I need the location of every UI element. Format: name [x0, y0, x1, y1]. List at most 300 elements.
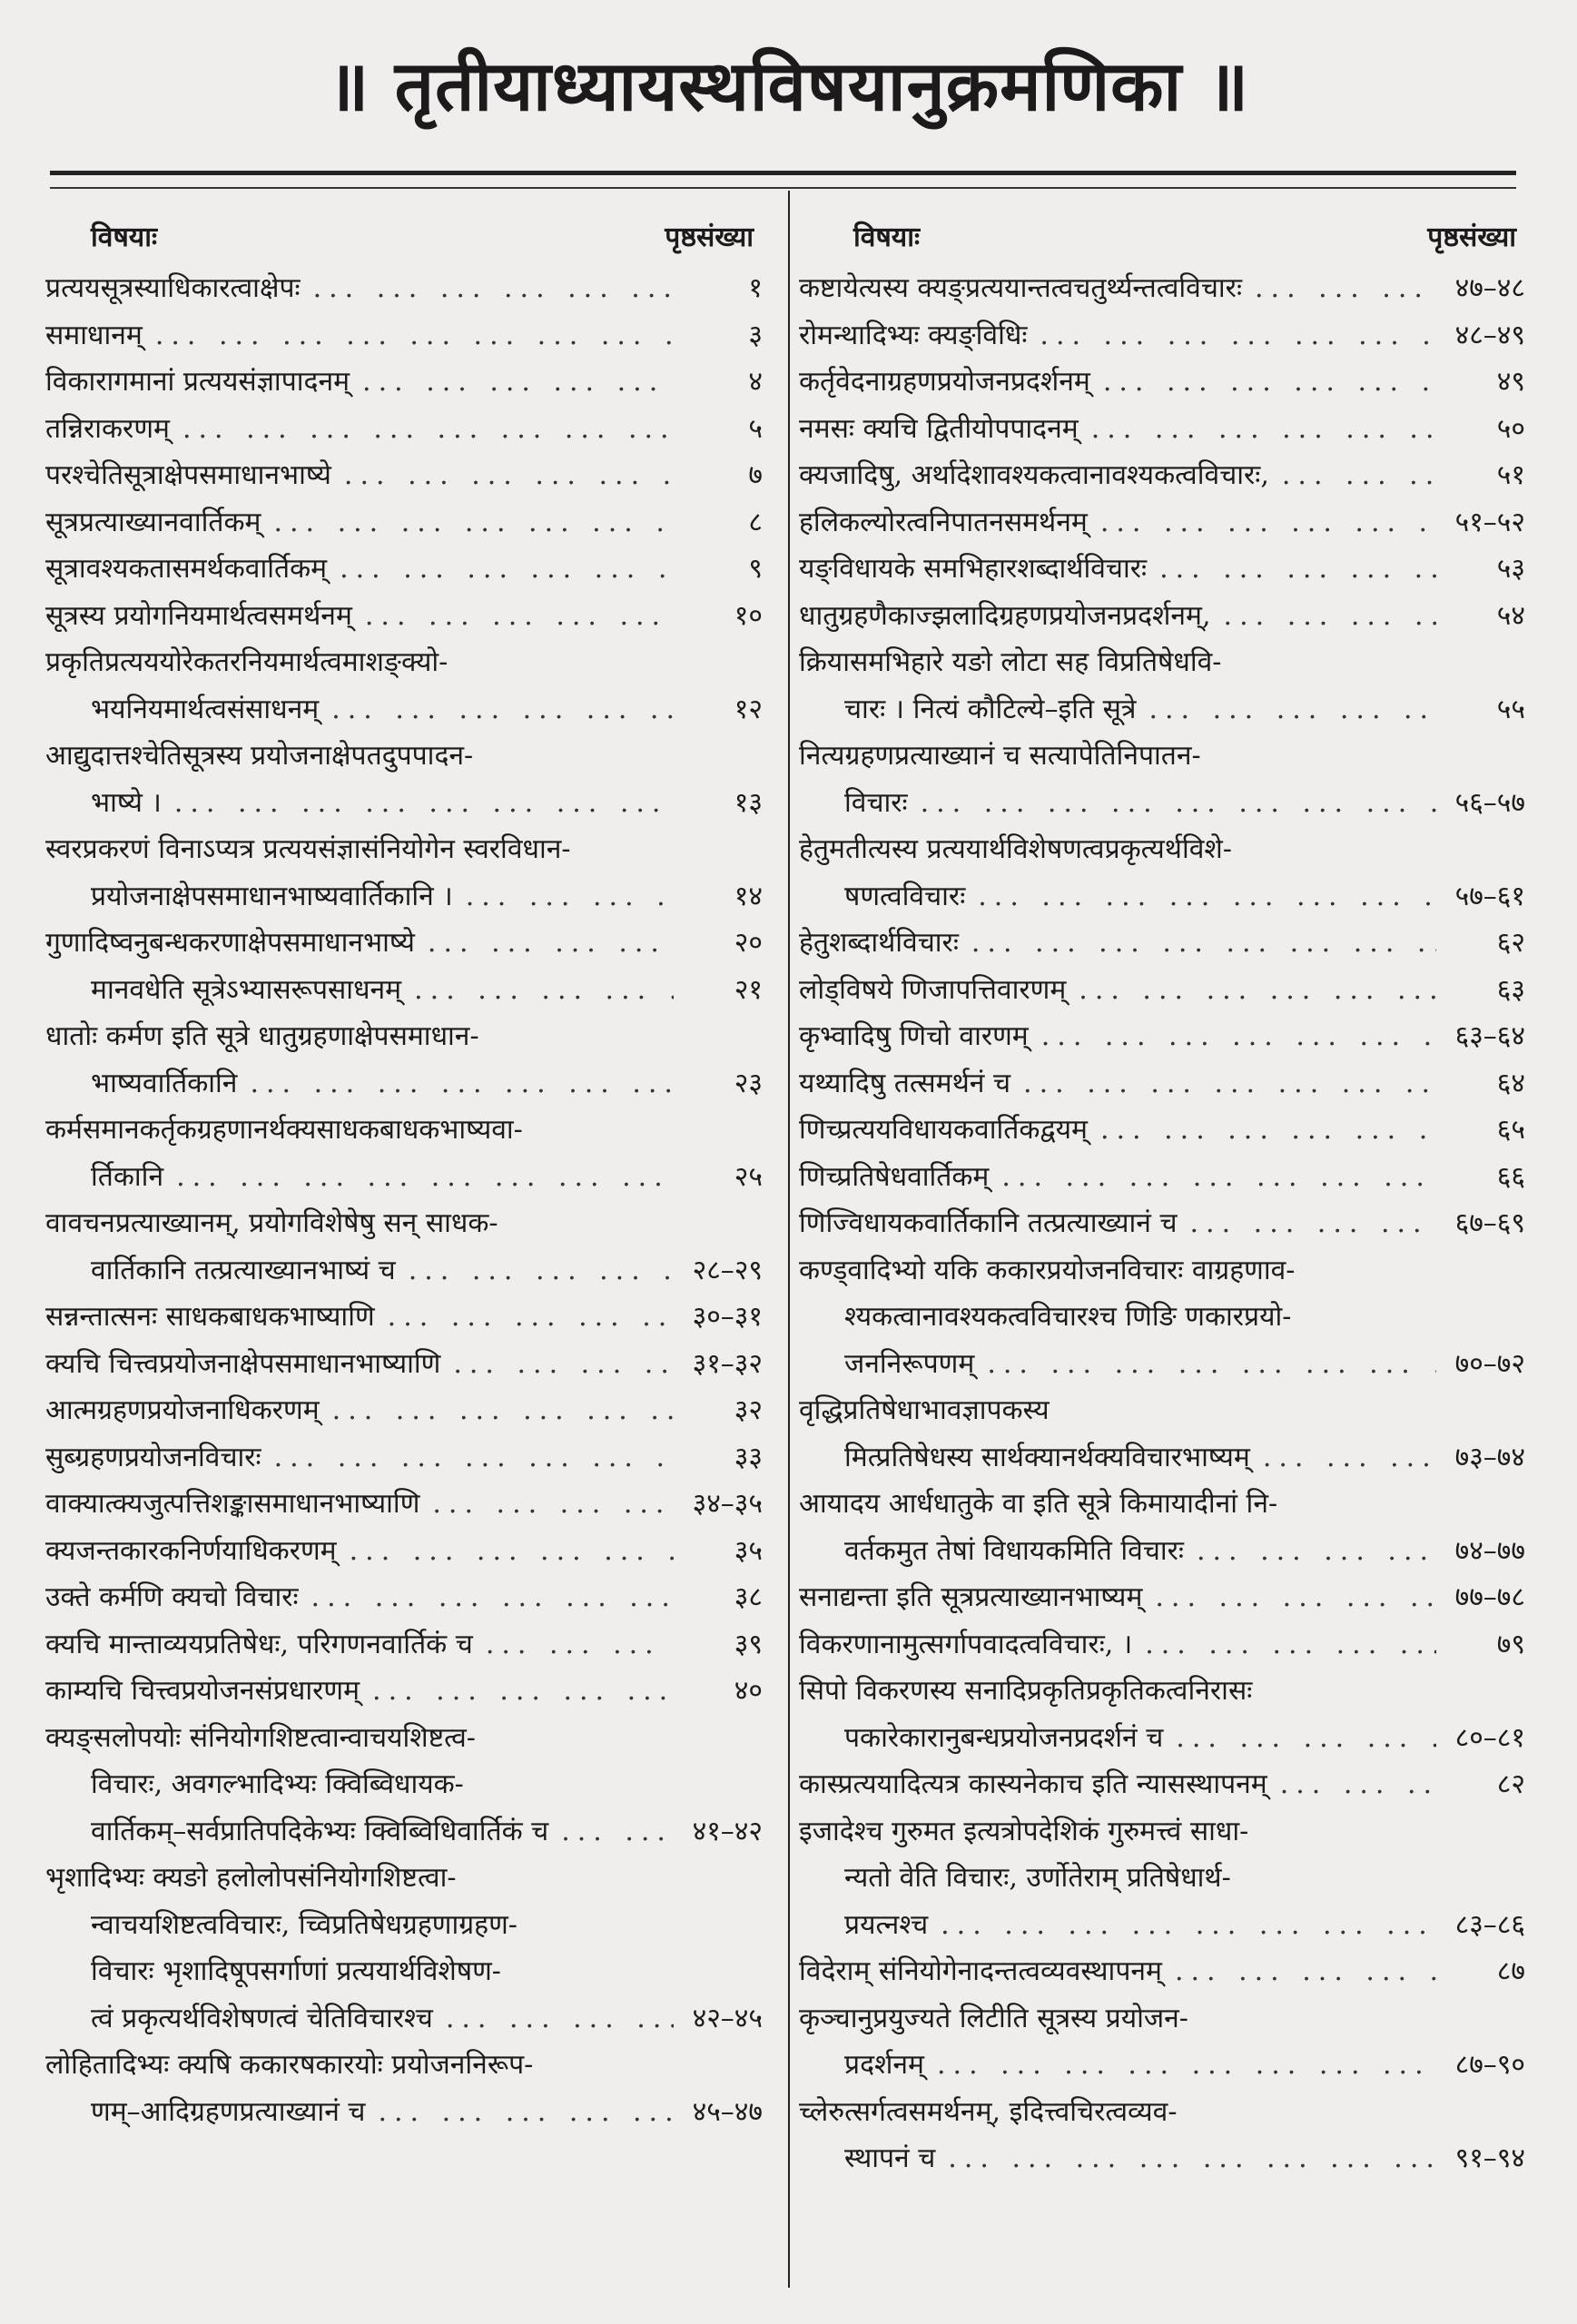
entry-text: र्तिकानि	[91, 1160, 164, 1193]
entry-text: सनाद्यन्ता इति सूत्रप्रत्याख्यानभाष्यम्	[799, 1581, 1143, 1613]
entry-line	[799, 1154, 1525, 1201]
entry-text: इजादेश्च गुरुमत इत्यत्रोपदेशिकं गुरुमत्त्वं साधा-	[799, 1815, 1249, 1847]
page-number: ५४	[1496, 599, 1525, 632]
entry-text: णिच्प्रतिषेधवार्तिकम्	[799, 1160, 990, 1193]
entry-line	[45, 780, 763, 827]
entry-text: परश्चेतिसूत्राक्षेपसमाधानभाष्ये	[45, 459, 331, 491]
page-number: ३	[748, 319, 763, 351]
leader-dots	[1147, 546, 1436, 593]
leader-dots	[396, 1247, 674, 1295]
page-number: ८७–९०	[1454, 2049, 1525, 2081]
page-number: ५१–५२	[1454, 506, 1525, 538]
entry-text: जननिरूपणम्	[844, 1347, 975, 1380]
entry-line	[45, 639, 763, 686]
entry-text: कृभ्वादिषु णिचो वारणम्	[799, 1020, 1029, 1052]
entry-text: क्यजन्तकारकनिर्णयाधिकरणम्	[45, 1534, 337, 1567]
index-entry	[799, 1013, 1525, 1060]
entry-text: श्यकत्वानावश्यकत्वविचारश्च णिङि णकारप्रयो-	[844, 1301, 1292, 1333]
page-number: ६३	[1496, 973, 1525, 1006]
leader-dots	[415, 920, 674, 967]
entry-text: लोहितादिभ्यः क्यषि ककारषकारयोः प्रयोजननिरूप-	[45, 2049, 534, 2081]
entry-line	[45, 1715, 763, 1762]
page-number: २३	[734, 1067, 763, 1099]
entry-text: क्यचि मान्ताव्ययप्रतिषेधः, परिगणनवार्तिकं च	[45, 1628, 473, 1660]
leader-dots	[352, 593, 674, 640]
leader-dots	[959, 920, 1436, 967]
page-number: ६४	[1496, 1067, 1525, 1099]
entry-line	[799, 1107, 1525, 1154]
leader-dots	[1136, 686, 1436, 734]
entry-text: सुब्ग्रहणप्रयोजनविचारः	[45, 1441, 261, 1473]
entry-text: त्वं प्रकृत्यर्थविशेषणत्वं चेतिविचारश्च	[91, 2002, 433, 2034]
index-entry	[799, 593, 1525, 640]
entry-text: कष्टायेत्यस्य क्यङ्प्रत्ययान्तत्वचतुर्थ्यन्तत्वविचारः	[799, 272, 1243, 304]
index-entry	[45, 1387, 763, 1434]
entry-line	[45, 1808, 763, 1856]
entry-line	[799, 1668, 1525, 1715]
entry-text: न्यतो वेति विचारः, उर्णोतेराम् प्रतिषेधार्थ-	[844, 1862, 1231, 1894]
page-number: १२	[734, 693, 763, 725]
page-number: ३२	[734, 1394, 763, 1426]
leader-dots	[337, 1528, 674, 1575]
leader-dots	[440, 1341, 674, 1388]
entry-text: लोड्विषये णिजापत्तिवारणम्	[799, 973, 1067, 1006]
entry-text: वार्तिकानि तत्प्रत्याख्यानभाष्यं च	[91, 1254, 396, 1286]
page-number-header: पृष्ठसंख्या	[1427, 222, 1516, 253]
page-number: १०	[734, 599, 763, 632]
entry-line	[45, 1387, 763, 1434]
entry-text: भृशादिभ्यः क्यङो हलोलोपसंनियोगशिष्टत्वा-	[45, 1862, 457, 1894]
entry-text: विचारः, अवगल्भादिभ्यः क्विब्विधायक-	[91, 1768, 464, 1800]
index-entry	[45, 359, 763, 406]
right-entry-list	[799, 265, 1525, 2182]
page-number: ७९	[1496, 1628, 1525, 1660]
leader-dots	[1132, 1621, 1436, 1669]
page-number: ३४–३५	[692, 1488, 763, 1520]
entry-line	[799, 546, 1525, 593]
index-entry	[45, 452, 763, 499]
entry-text: क्यजादिषु, अर्थादेशावश्यकत्वानावश्यकत्वविचारः,	[799, 459, 1269, 491]
index-entry	[799, 1387, 1525, 1481]
index-entry	[799, 452, 1525, 499]
entry-text: क्यङ्सलोपयोः संनियोगशिष्टत्वान्वाचयशिष्टत्व-	[45, 1721, 476, 1754]
leader-dots	[261, 1434, 674, 1482]
leader-dots	[473, 1621, 674, 1669]
entry-text: कण्ड्वादिभ्यो यकि ककारप्रयोजनविचारः वाग्रहणाव-	[799, 1254, 1296, 1286]
entry-line	[45, 1528, 763, 1575]
entry-line	[45, 546, 763, 593]
leader-dots	[143, 312, 674, 359]
page-number: ५६–५७	[1454, 786, 1525, 819]
index-entry	[45, 967, 763, 1014]
entry-text: समाधानम्	[45, 319, 143, 351]
entry-line	[799, 1948, 1525, 1995]
entry-line	[45, 1668, 763, 1715]
entry-text: वावचनप्रत्याख्यानम्, प्रयोगविशेषेषु सन् साधक-	[45, 1207, 498, 1239]
page-number: १३	[734, 786, 763, 819]
index-entry	[799, 1154, 1525, 1201]
index-entry	[799, 1948, 1525, 1995]
entry-line	[45, 1621, 763, 1669]
index-entry	[799, 1808, 1525, 1949]
entry-line	[799, 2042, 1525, 2089]
page-number: ४९	[1496, 366, 1525, 398]
page-number: ७	[748, 459, 763, 491]
entry-line	[799, 499, 1525, 547]
entry-text: मित्प्रतिषेधस्य सार्थक्यानर्थक्यविचारभाष्यम्	[844, 1441, 1250, 1473]
entry-line	[799, 1200, 1525, 1247]
page-title: ॥ तृतीयाध्यायस्थविषयानुक्रमणिका ॥	[327, 45, 1250, 126]
leader-dots	[1066, 967, 1436, 1014]
page-number: ९१–९४	[1454, 2142, 1525, 2174]
entry-line	[799, 1481, 1525, 1528]
page-number: ६२	[1496, 927, 1525, 959]
entry-text: वर्तकमुत तेषां विधायकमिति विचारः	[844, 1534, 1184, 1567]
entry-line	[45, 1154, 763, 1201]
leader-dots	[360, 1668, 674, 1715]
index-entry	[45, 1574, 763, 1621]
entry-line	[799, 1621, 1525, 1669]
index-entry	[45, 1621, 763, 1669]
index-entry	[799, 546, 1525, 593]
leader-dots	[453, 873, 674, 921]
index-entry	[45, 1107, 763, 1200]
index-entry	[799, 1668, 1525, 1761]
title-rule	[50, 171, 1516, 175]
index-entry	[799, 1481, 1525, 1574]
leader-dots	[331, 452, 674, 499]
page-number: ८	[748, 506, 763, 538]
leader-dots	[350, 359, 674, 406]
entry-line	[45, 2089, 763, 2136]
entry-line	[799, 452, 1525, 499]
entry-line	[45, 452, 763, 499]
entry-text: हलिकल्योरत्वनिपातनसमर्थनम्	[799, 506, 1088, 538]
entry-text: विकारागमानां प्रत्ययसंज्ञापादनम्	[45, 366, 350, 398]
entry-line	[799, 1715, 1525, 1762]
entry-text: च्लेरुत्सर्गत्वसमर्थनम्, इदित्त्वचिरत्वव्यव-	[799, 2095, 1178, 2128]
index-entry	[799, 826, 1525, 920]
entry-text: कर्तृवेदनाग्रहणप्रयोजनप्रदर्शनम्	[799, 366, 1090, 398]
entry-line	[45, 593, 763, 640]
entry-line	[799, 920, 1525, 967]
leader-dots	[1178, 1200, 1436, 1247]
entry-line	[45, 1247, 763, 1295]
index-entry	[799, 265, 1525, 312]
entry-text: भाष्यवार्तिकानि	[91, 1067, 238, 1099]
page-number: ८२	[1496, 1768, 1525, 1800]
entry-text: सूत्रप्रत्याख्यानवार्तिकम्	[45, 506, 261, 538]
entry-line	[45, 1855, 763, 1902]
page-number: २५	[734, 1160, 763, 1193]
index-entry	[799, 2089, 1525, 2182]
entry-line	[45, 1574, 763, 1621]
entry-text: सूत्रस्य प्रयोगनियमार्थत्वसमर्थनम्	[45, 599, 352, 632]
entry-line	[799, 359, 1525, 406]
leader-dots	[1029, 1013, 1436, 1060]
entry-line	[799, 1902, 1525, 1949]
entry-text: मानवधेति सूत्रेऽभ्यासरूपसाधनम्	[91, 973, 402, 1006]
index-entry	[45, 1528, 763, 1575]
index-entry	[45, 2042, 763, 2135]
leader-dots	[1090, 359, 1436, 406]
entry-text: वाक्यात्क्यजुत्पत्तिशङ्कासमाधानभाष्याणि	[45, 1488, 420, 1520]
entry-text: णिच्प्रत्ययविधायकवार्तिकद्वयम्	[799, 1114, 1088, 1146]
entry-line	[45, 826, 763, 873]
entry-text: णम्–आदिग्रहणप्रत्याख्यानं च	[91, 2095, 366, 2128]
entry-text: विदेराम् संनियोगेनादन्तत्वव्यवस्थापनम्	[799, 1955, 1162, 1987]
page-number: ४७–४८	[1454, 272, 1525, 304]
page-number: ३८	[734, 1581, 763, 1613]
page-number: ७३–७४	[1454, 1441, 1525, 1473]
index-entry	[799, 967, 1525, 1014]
index-entry	[45, 265, 763, 312]
entry-line	[799, 826, 1525, 873]
entry-line	[45, 1761, 763, 1808]
entry-line	[799, 1013, 1525, 1060]
leader-dots	[1088, 1107, 1436, 1154]
entry-line	[45, 920, 763, 967]
leader-dots	[1088, 499, 1436, 547]
entry-line	[45, 1013, 763, 1060]
entry-text: स्थापनं च	[844, 2142, 936, 2174]
entry-text: पकारेकारानुबन्धप्रयोजनप्रदर्शनं च	[844, 1721, 1164, 1754]
entry-line	[799, 1808, 1525, 1856]
entry-line	[45, 1948, 763, 1995]
page-number: ४	[748, 366, 763, 398]
index-entry	[799, 1621, 1525, 1669]
index-entry	[45, 1481, 763, 1528]
index-entry	[45, 593, 763, 640]
entry-text: धातोः कर्मण इति सूत्रे धातुग्रहणाक्षेपसमाधान-	[45, 1020, 479, 1052]
leader-dots	[548, 1808, 674, 1856]
entry-line	[45, 733, 763, 780]
entry-line	[799, 1060, 1525, 1108]
entry-line	[45, 1434, 763, 1482]
entry-line	[799, 733, 1525, 780]
entry-line	[799, 1574, 1525, 1621]
index-entry	[45, 312, 763, 359]
entry-line	[45, 359, 763, 406]
index-entry	[45, 1341, 763, 1388]
entry-text: भाष्ये ।	[91, 786, 162, 819]
entry-text: क्यचि चित्त्वप्रयोजनाक्षेपसमाधानभाष्याणि	[45, 1347, 441, 1380]
entry-text: णिज्विधायकवार्तिकानि तत्प्रत्याख्यानं च	[799, 1207, 1178, 1239]
right-column-header	[799, 211, 1525, 265]
page-number: ३१–३२	[692, 1347, 763, 1380]
leader-dots	[1010, 1060, 1436, 1108]
index-entry	[799, 359, 1525, 406]
entry-text: कर्मसमानकर्तृकग्रहणानर्थक्यसाधकबाधकभाष्यवा-	[45, 1114, 523, 1146]
entry-line	[799, 312, 1525, 359]
leader-dots	[401, 967, 674, 1014]
leader-dots	[1027, 312, 1436, 359]
entry-text: गुणादिष्वनुबन्धकरणाक्षेपसमाधानभाष्ये	[45, 927, 415, 959]
index-entry	[799, 1247, 1525, 1388]
entry-line	[45, 312, 763, 359]
leader-dots	[935, 2135, 1436, 2182]
entry-text: न्वाचयशिष्टत्वविचारः, च्विप्रतिषेधग्रहणाग्रहण-	[91, 1908, 517, 1941]
entry-text: सूत्रावश्यकतासमर्थकवार्तिकम्	[45, 553, 328, 585]
entry-text: तन्निराकरणम्	[45, 412, 170, 445]
entry-text: षणत्वविचारः	[844, 880, 966, 912]
entry-text: विकरणानामुत्सर्गापवादत्वविचारः, ।	[799, 1628, 1133, 1660]
subject-header: विषयाः	[91, 222, 158, 253]
entry-text: आत्मग्रहणप्रयोजनाधिकरणम्	[45, 1394, 320, 1426]
entry-line	[799, 873, 1525, 921]
entry-text: काम्यचि चित्त्वप्रयोजनसंप्रधारणम्	[45, 1675, 360, 1707]
index-entry	[45, 733, 763, 826]
page-number: ४२–४५	[692, 2002, 763, 2034]
entry-line	[799, 1528, 1525, 1575]
index-entry	[799, 1060, 1525, 1108]
index-entry	[45, 1294, 763, 1341]
index-entry	[799, 1574, 1525, 1621]
leader-dots	[974, 1341, 1436, 1388]
page-number: ४१–४२	[692, 1815, 763, 1847]
index-entry	[799, 920, 1525, 967]
entry-line	[45, 873, 763, 921]
page-number: १	[748, 272, 763, 304]
entry-line	[799, 265, 1525, 312]
page-number: २१	[734, 973, 763, 1006]
entry-text: स्वरप्रकरणं विनाऽप्यत्र प्रत्ययसंज्ञासंनियोगेन स्वरविधान-	[45, 833, 571, 865]
left-column	[45, 211, 763, 2135]
leader-dots	[320, 1387, 674, 1434]
leader-dots	[365, 2089, 674, 2136]
leader-dots	[1242, 265, 1436, 312]
page-number: ७०–७२	[1454, 1347, 1525, 1380]
entry-line	[799, 2135, 1525, 2182]
page-number-header: पृष्ठसंख्या	[665, 222, 754, 253]
leader-dots	[163, 1154, 674, 1201]
page-number: ९	[748, 553, 763, 585]
entry-text: हेतुशब्दार्थविचारः	[799, 927, 959, 959]
entry-text: चारः । नित्यं कौटिल्ये–इति सूत्रे	[844, 693, 1137, 725]
subject-header: विषयाः	[853, 222, 921, 253]
leader-dots	[1269, 452, 1436, 499]
entry-line	[799, 1855, 1525, 1902]
entry-text: क्रियासमभिहारे यङो लोटा सह विप्रतिषेधवि-	[799, 646, 1222, 678]
entry-line	[799, 686, 1525, 734]
entry-text: विचारः	[844, 786, 908, 819]
leader-dots	[924, 2042, 1436, 2089]
entry-line	[45, 1995, 763, 2043]
entry-text: कृञ्चानुप्रयुज्यते लिटीति सूत्रस्य प्रयोजन-	[799, 2002, 1188, 2034]
entry-text: वार्तिकम्–सर्वप्रातिपदिकेभ्यः क्विब्विधिवार्तिकं च	[91, 1815, 549, 1847]
entry-line	[45, 1107, 763, 1154]
page-number: ७७–७८	[1454, 1581, 1525, 1613]
entry-line	[45, 499, 763, 547]
leader-dots	[1079, 406, 1436, 453]
entry-text: सिपो विकरणस्य सनादिप्रकृतिप्रकृतिकत्वनिरासः	[799, 1675, 1253, 1707]
entry-line	[799, 639, 1525, 686]
page-number: ६५	[1496, 1114, 1525, 1146]
page-number: ६६	[1496, 1160, 1525, 1193]
leader-dots	[419, 1481, 674, 1528]
entry-line	[799, 1247, 1525, 1295]
entry-line	[45, 1341, 763, 1388]
entry-line	[799, 1294, 1525, 1341]
index-entry	[799, 1995, 1525, 2089]
leader-dots	[433, 1995, 674, 2043]
entry-text: यङ्विधायके समभिहारशब्दार्थविचारः	[799, 553, 1148, 585]
entry-line	[45, 1902, 763, 1949]
title-wavy-rule	[50, 182, 1516, 189]
entry-line	[799, 1434, 1525, 1482]
entry-text: विचारः भृशादिषूपसर्गाणां प्रत्ययार्थविशेषण-	[91, 1955, 501, 1987]
entry-line	[45, 1481, 763, 1528]
page-number: ४८–४९	[1454, 319, 1525, 351]
leader-dots	[1250, 1434, 1436, 1482]
index-entry	[45, 406, 763, 453]
page-number: ४५–४७	[692, 2095, 763, 2128]
index-entry	[45, 639, 763, 733]
index-entry	[45, 546, 763, 593]
page-number: ३९	[734, 1628, 763, 1660]
entry-line	[799, 406, 1525, 453]
left-entry-list	[45, 265, 763, 2135]
leader-dots	[1142, 1574, 1436, 1621]
column-divider	[788, 191, 790, 2288]
page-number: ८३–८६	[1454, 1908, 1525, 1941]
right-column	[799, 211, 1525, 2182]
index-entry	[45, 920, 763, 967]
entry-line	[45, 1294, 763, 1341]
entry-text: वृद्धिप्रतिषेधाभावज्ञापकस्य	[799, 1394, 1050, 1426]
leader-dots	[299, 1574, 674, 1621]
page-number: ३०–३१	[692, 1301, 763, 1333]
index-entry	[799, 733, 1525, 826]
entry-text: प्रकृतिप्रत्यययोरेकतरनियमार्थत्वमाशङ्क्यो-	[45, 646, 448, 678]
entry-line	[799, 967, 1525, 1014]
page-number: २८–२९	[692, 1254, 763, 1286]
index-entry	[799, 406, 1525, 453]
left-column-header	[45, 211, 763, 265]
entry-text: प्रयत्नश्च	[844, 1908, 929, 1941]
page-number: ५३	[1496, 553, 1525, 585]
entry-line	[799, 780, 1525, 827]
entry-text: कास्प्रत्ययादित्यत्र कास्यनेकाच इति न्यासस्थापनम्	[799, 1768, 1267, 1800]
entry-line	[799, 2089, 1525, 2136]
leader-dots	[1163, 1715, 1436, 1762]
leader-dots	[301, 265, 674, 312]
index-entry	[45, 826, 763, 920]
leader-dots	[1162, 1948, 1436, 1995]
leader-dots	[989, 1154, 1436, 1201]
page-number: ४०	[734, 1675, 763, 1707]
entry-text: धातुग्रहणैकाज्झलादिग्रहणप्रयोजनप्रदर्शनम्,	[799, 599, 1211, 632]
index-entry	[45, 1668, 763, 1715]
index-entry	[799, 312, 1525, 359]
entry-line	[45, 1200, 763, 1247]
entry-text: नमसः क्यचि द्वितीयोपपादनम्	[799, 412, 1079, 445]
index-entry	[45, 1434, 763, 1482]
page-number: ५	[748, 412, 763, 445]
leader-dots	[170, 406, 674, 453]
index-entry	[799, 499, 1525, 547]
page-number: २०	[734, 927, 763, 959]
page-number: ६३–६४	[1454, 1020, 1525, 1052]
entry-line	[799, 1341, 1525, 1388]
leader-dots	[375, 1294, 674, 1341]
page-number: ८७	[1496, 1955, 1525, 1987]
index-entry	[799, 639, 1525, 733]
page-number: ५५	[1496, 693, 1525, 725]
page-number: ७४–७७	[1454, 1534, 1525, 1567]
entry-line	[45, 265, 763, 312]
entry-line	[45, 406, 763, 453]
